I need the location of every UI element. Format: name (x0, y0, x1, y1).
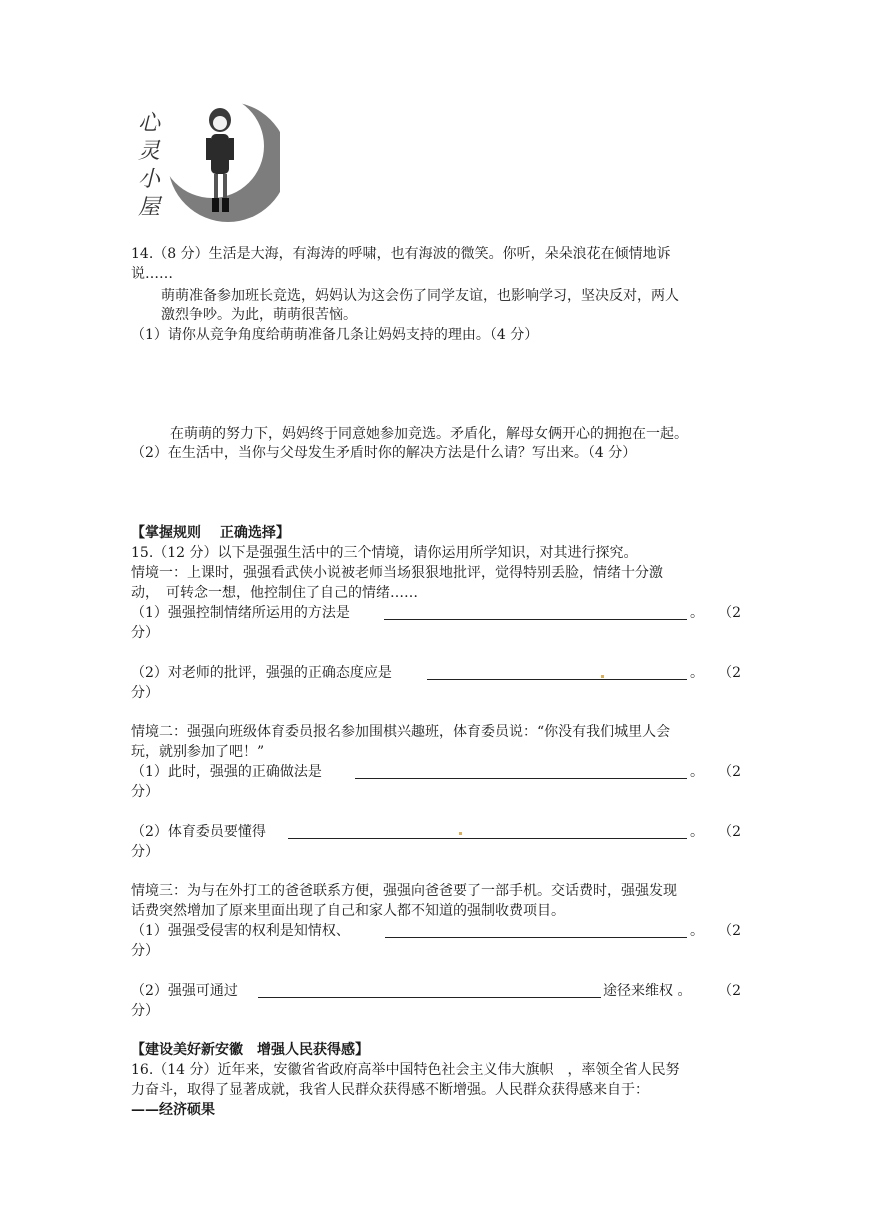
q15-scenario1-line1: 情境一：上课时，强强看武侠小说被老师当场狠狠地批评，觉得特别丢脸，情绪十分激 (131, 565, 663, 581)
q15-s3-q1-label: （1）强强受侵害的权利是知情权、 (131, 923, 350, 939)
q15-scenario3-line1: 情境三：为与在外打工的爸爸联系方便，强强向爸爸要了一部手机。交话费时，强强发现 (131, 883, 677, 899)
q16-line2: 力奋斗，取得了显著成就，我省人民群众获得感不断增强。人民群众获得感来自于： (131, 1082, 649, 1098)
q15-scenario3-line2: 话费突然增加了原来里面出现了自己和家人都不知道的强制收费项目。 (131, 903, 565, 919)
scan-artifact (459, 832, 462, 835)
q15-s2-q1-label: （1）此时，强强的正确做法是 (131, 764, 322, 780)
q14-line2: 说…… (131, 266, 173, 282)
scan-artifact (601, 675, 604, 678)
answer-blank[interactable] (427, 679, 687, 680)
answer-blank[interactable] (355, 778, 687, 779)
q14-para3: 在萌萌的努力下，妈妈终于同意她参加竞选。矛盾化，解母女俩开心的拥抱在一起。 (170, 426, 688, 442)
section-title-anhui: 【建设美好新安徽 增强人民获得感】 (131, 1042, 369, 1058)
period: 。 (690, 923, 704, 939)
q15-s3-q2-end: 途径来维权 。 (603, 983, 692, 999)
q14-sub2: （2）在生活中，当你与父母发生矛盾时你的解决方法是什么请？写出来。（4 分） (131, 445, 637, 461)
score-label: （2 (718, 983, 741, 999)
q14-para1: 萌萌准备参加班长竞选，妈妈认为这会伤了同学友谊，也影响学习，坚决反对，两人 (161, 288, 679, 304)
score-unit: 分） (131, 943, 159, 959)
score-unit: 分） (131, 1003, 159, 1019)
q15-s1-q2-row (131, 663, 741, 683)
section-title-rules: 【掌握规则 正确选择】 (131, 525, 290, 541)
period: 。 (690, 665, 704, 681)
q15-s1-q1-row (131, 603, 741, 623)
score-label: （2 (718, 824, 741, 840)
q15-s1-q2-label: （2）对老师的批评，强强的正确态度应是 (131, 665, 392, 681)
score-unit: 分） (131, 685, 159, 701)
q16-line1: 16.（14 分）近年来，安徽省省政府高举中国特色社会主义伟大旗帜 ，率领全省人民努 (131, 1062, 680, 1078)
q15-line1: 15.（12 分）以下是强强生活中的三个情境，请你运用所学知识，对其进行探究。 (131, 545, 638, 561)
score-label: （2 (718, 764, 741, 780)
answer-blank[interactable] (258, 997, 601, 998)
q15-s2-q2-row (131, 822, 741, 842)
heart-cabin-logo (130, 98, 280, 226)
q14-para2: 激烈争吵。为此，萌萌很苦恼。 (161, 307, 357, 323)
score-label: （2 (718, 665, 741, 681)
q15-s3-q2-row (131, 981, 741, 1001)
q15-scenario2-line2: 玩，就别参加了吧！” (131, 744, 265, 760)
q15-s1-q1-label: （1）强强控制情绪所运用的方法是 (131, 605, 350, 621)
q15-scenario2-line1: 情境二：强强向班级体育委员报名参加围棋兴趣班，体育委员说：“你没有我们城里人会 (131, 724, 671, 740)
score-label: （2 (718, 605, 741, 621)
q15-s3-q1-row (131, 921, 741, 941)
period: 。 (690, 605, 704, 621)
period: 。 (690, 764, 704, 780)
svg-text:灵: 灵 (138, 139, 161, 164)
q15-scenario1-line2: 动， 可转念一想，他控制住了自己的情绪…… (131, 585, 418, 601)
answer-blank[interactable] (288, 838, 687, 839)
period: 。 (690, 824, 704, 840)
q16-subheading: ——经济硕果 (131, 1102, 215, 1118)
q14-line1: 14.（8 分）生活是大海，有海涛的呼啸，也有海波的微笑。你听，朵朵浪花在倾情地诉 (131, 246, 671, 262)
score-unit: 分） (131, 784, 159, 800)
svg-text:小: 小 (138, 167, 161, 192)
q15-s2-q1-row (131, 762, 741, 782)
score-unit: 分） (131, 844, 159, 860)
q14-sub1: （1）请你从竞争角度给萌萌准备几条让妈妈支持的理由。（4 分） (131, 327, 539, 343)
q15-s3-q2-label: （2）强强可通过 (131, 983, 238, 999)
q15-s2-q2-label: （2）体育委员要懂得 (131, 824, 266, 840)
score-label: （2 (718, 923, 741, 939)
svg-text:屋: 屋 (138, 195, 161, 220)
answer-blank[interactable] (385, 937, 687, 938)
svg-text:心: 心 (138, 111, 161, 136)
score-unit: 分） (131, 625, 159, 641)
answer-blank[interactable] (384, 619, 687, 620)
